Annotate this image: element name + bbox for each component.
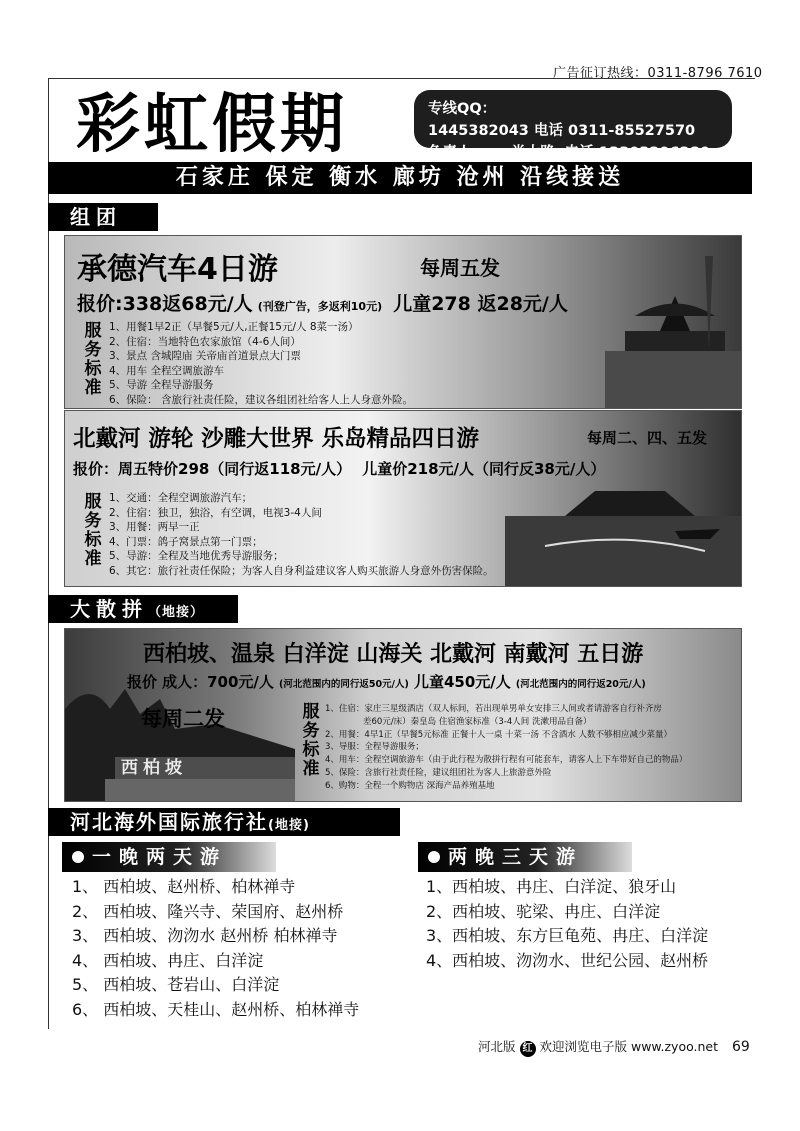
tour1-title: 承德汽车4日游 (77, 252, 278, 287)
list-item: 5、导游 全程导游服务 (109, 379, 214, 391)
tour2-price-line (73, 458, 605, 479)
contact-box (414, 90, 732, 161)
list-item: 1、交通：全程空调旅游汽车； (109, 492, 253, 504)
tour2-price: 报价：周五特价298（同行返118元/人） (73, 460, 352, 478)
biao-char: 标 (302, 740, 320, 760)
section-agency-tag (48, 808, 400, 836)
biao-char: 务 (302, 721, 320, 741)
tour2-schedule: 每周二、四、五发 (587, 429, 708, 447)
tour2-child-price: 儿童价218元/人（同行反38元/人） (362, 460, 606, 478)
tour1-price: 报价:338返68元/人 (77, 293, 253, 315)
tour3-panel (64, 628, 742, 802)
biao-char: 准 (302, 759, 320, 779)
sea-boat-photo (505, 461, 741, 586)
footer-welcome: 欢迎浏览电子版 (539, 1039, 627, 1054)
biao-char: 服 (84, 492, 102, 512)
footer-edition: 河北版 (478, 1039, 516, 1054)
section-group-tag: 组团 (48, 203, 158, 231)
tour2-panel (64, 410, 742, 587)
tour3-child-note: (河北范围内的同行返20元/人) (515, 679, 646, 690)
biao-char: 服 (84, 321, 102, 341)
bullet-dot-icon (72, 851, 84, 863)
one-night-title: 一晚两天游 (92, 846, 228, 868)
two-night-header (418, 842, 632, 872)
phone2-number: 13303296280 (598, 145, 710, 161)
list-item: 2、用餐：4早1正（早餐5元标准 正餐十人一桌 十菜一汤 不含酒水 人数不够相应减少菜量） (325, 729, 672, 740)
tour1-child-price: 儿童278 返28元/人 (393, 293, 568, 315)
bullet-dot-icon (428, 851, 440, 863)
list-item: 3、 西柏坡、沕沕水 赵州桥 柏林禅寺 (72, 926, 338, 945)
sanpin-sub: （地接） (148, 605, 205, 620)
list-item: 3、用餐：两早一正 (109, 521, 200, 533)
phone2-label: 电话 (564, 145, 594, 161)
tour3-price-line (127, 671, 646, 692)
footer-site: www.zyoo.net (630, 1039, 719, 1054)
ad-hotline: 广告征订热线：0311-8796 7610 (553, 66, 763, 81)
person-label: 负责人： (428, 145, 486, 161)
pickup-bar: 石家庄 保定 衡水 廊坊 沧州 沿线接送 (48, 162, 752, 194)
tour2-biao (83, 493, 103, 569)
list-item: 4、门票：鸽子窝景点第一门票； (109, 535, 263, 548)
list-item: 6、其它：旅行社责任保险；为客人自身利益建议客人购买旅游人身意外伤害保险。 (109, 564, 494, 577)
tour1-price-line (77, 289, 568, 316)
list-item: 2、 西柏坡、隆兴寺、荣国府、赵州桥 (72, 901, 344, 921)
phone1-label: 电话 (533, 123, 563, 139)
list-item: 4、用车：全程空调旅游车（由于此行程为散拼行程有可能套车，请客人上下车带好自己的物品） (325, 755, 688, 766)
list-item: 2、住宿：独卫，独浴，有空调，电视3-4人间 (109, 506, 322, 519)
footer-badge-icon: 红 (520, 1041, 536, 1057)
list-item: 5、导游：全程及当地优秀导游服务； (109, 550, 284, 562)
biao-char: 准 (84, 549, 102, 569)
list-item: 3、导服：全程导游服务； (325, 742, 424, 753)
tour3-adult-price: 成人：700元/人 (162, 673, 274, 691)
list-item: 5、保险：含旅行社责任险，建议组团社为客人上旅游意外险 (325, 767, 552, 778)
biao-char: 服 (302, 702, 320, 722)
qq-label: 专线QQ： (428, 101, 497, 117)
list-item: 4、 西柏坡、冉庄、白洋淀 (72, 950, 264, 970)
two-night-title: 两晚三天游 (448, 846, 584, 868)
page-footer (478, 1037, 750, 1057)
tour1-items (109, 320, 413, 407)
list-item: 4、用车 全程空调旅游车 (109, 364, 225, 377)
sanpin-title: 大散拼 (70, 597, 148, 621)
qq-number: 1445382043 (428, 123, 529, 139)
list-item: 3、西柏坡、东方巨龟苑、冉庄、白洋淀 (426, 926, 709, 945)
phone1-number: 0311-85527570 (568, 123, 696, 139)
list-item: 6、 西柏坡、天桂山、赵州桥、柏林禅寺 (72, 999, 360, 1019)
one-night-header (62, 842, 276, 872)
biao-char: 标 (84, 359, 102, 379)
tour2-title: 北戴河 游轮 沙雕大世界 乐岛精品四日游 (73, 426, 480, 452)
biao-char: 务 (84, 340, 102, 360)
biao-char: 标 (84, 530, 102, 550)
xibaipo-sign: 西柏坡 (121, 758, 187, 778)
one-night-list (72, 875, 359, 1022)
tour1-panel (64, 235, 742, 409)
list-item: 2、住宿：当地特色农家旅馆（4-6人间） (109, 335, 301, 348)
list-item: 1、西柏坡、冉庄、白洋淀、狼牙山 (426, 877, 677, 896)
person-name: 尚大路 (511, 145, 555, 161)
two-night-list (426, 875, 708, 973)
page-number: 69 (732, 1039, 750, 1055)
section-sanpin-tag (48, 595, 238, 623)
agency-title: 河北海外国际旅行社 (70, 810, 268, 834)
tour2-items (109, 491, 494, 578)
list-item: 1、住宿：家庄三星级酒店（双人标间，若出现单男单女安排三人间或者请游客自行补齐房 (325, 704, 662, 714)
biao-char: 务 (84, 511, 102, 531)
list-item: 4、西柏坡、沕沕水、世纪公园、赵州桥 (426, 950, 709, 970)
agency-sub: (地接) (268, 818, 310, 833)
tour1-schedule: 每周五发 (420, 256, 500, 280)
tour3-title: 西柏坡、温泉 白洋淀 山海关 北戴河 南戴河 五日游 (143, 642, 644, 667)
tour3-biao (301, 703, 321, 779)
list-item: 差60元/床）秦皇岛 住宿渔家标准（3-4人间 洗漱用品自备） (363, 716, 592, 727)
list-item: 6、购物：全程一个购物店 深海产品养殖基地 (325, 780, 495, 791)
biao-char: 准 (84, 378, 102, 398)
tour3-adult-note: (河北范围内的同行返50元/人) (279, 679, 409, 690)
tour3-items (325, 703, 687, 793)
tour3-schedule: 每周二发 (141, 707, 225, 731)
list-item: 3、景点 含城隍庙 关帝庙首道景点大门票 (109, 350, 301, 362)
tour3-price-label: 报价 (127, 673, 158, 691)
list-item: 1、用餐1早2正（早餐5元/人,正餐15元/人 8菜一汤） (109, 321, 359, 333)
pavilion-photo (605, 236, 741, 408)
brand-logo: 彩虹假期 (76, 87, 348, 162)
list-item: 5、 西柏坡、苍岩山、白洋淀 (72, 975, 280, 994)
list-item: 6、保险： 含旅行社责任险，建议各组团社给客人上人身意外险。 (109, 393, 414, 406)
tour1-biao (83, 322, 103, 398)
tour1-price-note: (刊登广告，多返利10元) (257, 300, 383, 313)
list-item: 1、 西柏坡、赵州桥、柏林禅寺 (72, 877, 296, 896)
tour3-child-price: 儿童450元/人 (413, 673, 511, 691)
list-item: 2、西柏坡、驼梁、冉庄、白洋淀 (426, 901, 661, 921)
